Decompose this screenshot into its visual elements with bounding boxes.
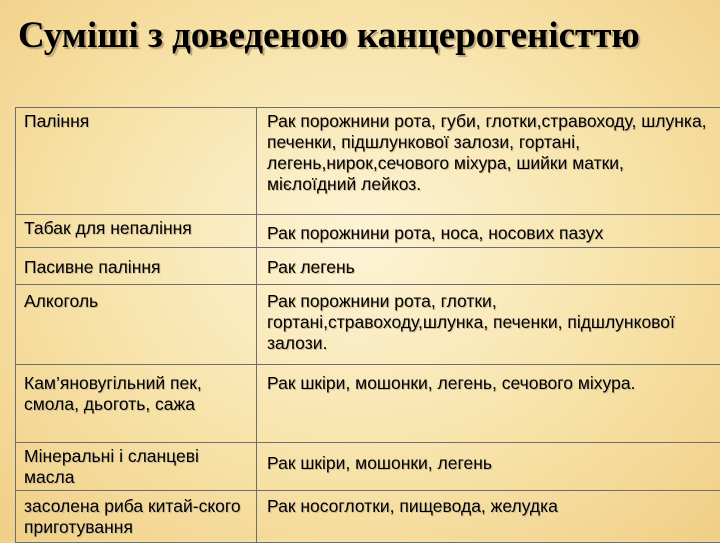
table-row xyxy=(16,365,720,443)
substance-cell: Паління xyxy=(16,108,257,215)
table-row xyxy=(16,108,720,215)
substance-cell: засолена риба китай-ского приготування xyxy=(16,491,257,543)
table-row xyxy=(16,285,720,365)
carcinogen-table xyxy=(15,107,720,543)
table-row xyxy=(16,248,720,285)
cancer-cell: Рак порожнини рота, глотки, гортані,стравоходу,шлунка, печенки, підшлункової залози. xyxy=(257,285,720,365)
cancer-cell: Рак порожнини рота, носа, носових пазух xyxy=(257,215,720,248)
cancer-cell: Рак носоглотки, пищевода, желудка xyxy=(257,491,720,543)
substance-cell: Кам’яновугільний пек, смола, дьоготь, сажа xyxy=(16,365,257,443)
substance-cell: Алкоголь xyxy=(16,285,257,365)
cancer-cell: Рак легень xyxy=(257,248,720,285)
cancer-cell: Рак порожнини рота, губи, глотки,стравоходу, шлунка, печенки, підшлункової залози, гортані, легень,нирок,сечового міхура, шийки матки, мієлоїдний лейкоз. xyxy=(257,108,720,215)
table-row xyxy=(16,215,720,248)
substance-cell: Пасивне паління xyxy=(16,248,257,285)
substance-cell: Табак для непаління xyxy=(16,215,257,248)
cancer-cell: Рак шкіри, мошонки, легень, сечового міхура. xyxy=(257,365,720,443)
table-row xyxy=(16,443,720,491)
substance-cell: Мінеральні і сланцеві масла xyxy=(16,443,257,491)
slide-title: Суміші з доведеною канцерогеністтю xyxy=(18,14,640,57)
cancer-cell: Рак шкіри, мошонки, легень xyxy=(257,443,720,491)
table-row xyxy=(16,491,720,543)
